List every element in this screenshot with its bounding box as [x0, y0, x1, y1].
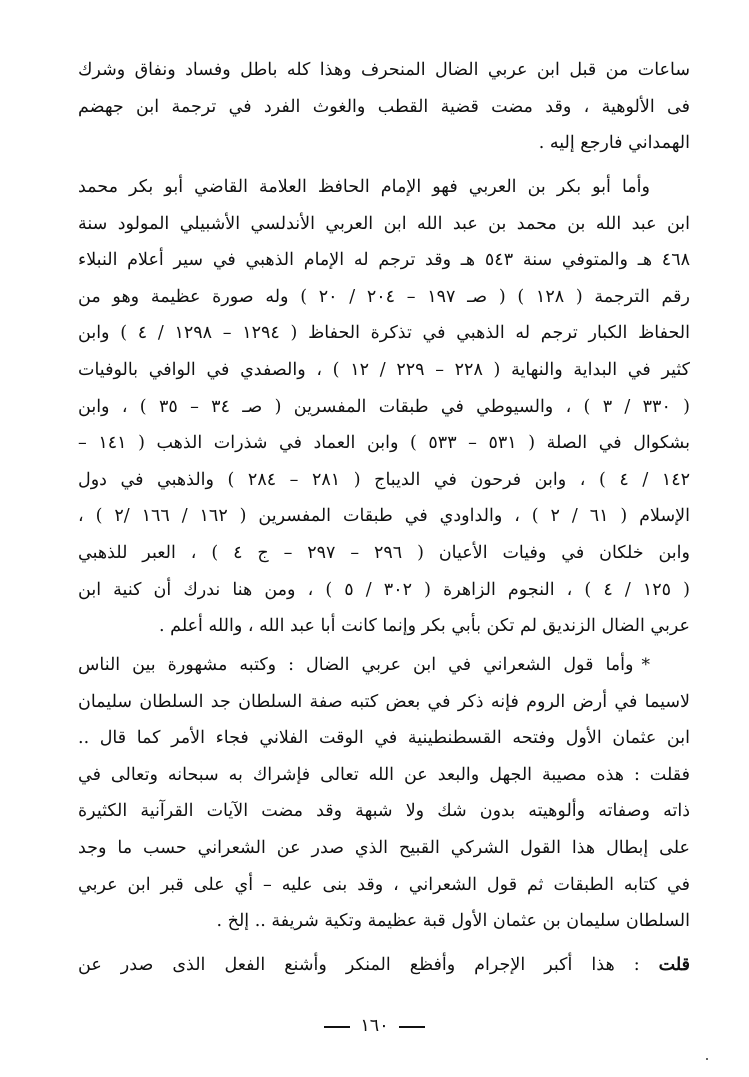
text-line: رقم الترجمة ( ١٢٨ ) ( صـ ١٩٧ – ٢٠٤ / ٢٠ ) وله صورة عظيمة وهو من [78, 286, 690, 307]
paragraph-4 [78, 947, 690, 984]
paragraph-3 [78, 647, 690, 940]
text-line: على إبطال هذا القول الشركي القبيح الذي صدر عن الشعراني حسب ما وجد [78, 837, 690, 858]
text-line: وأما أبو بكر بن العربي فهو الإمام الحافظ العلامة القاضي أبو بكر محمد [78, 177, 650, 197]
text-line: كثير في البداية والنهاية ( ٢٢٨ – ٢٢٩ / ١٢ ) ، والصفدي في الوافي بالوفيات [78, 359, 690, 380]
text-line: ( ١٢٥ / ٤ ) ، النجوم الزاهرة ( ٣٠٢ / ٥ ) ، ومن هنا ندرك أن كنية ابن [78, 579, 690, 600]
paragraph-1 [78, 52, 690, 162]
text-line: السلطان سليمان بن عثمان الأول قبة عظيمة وتكية شريفة .. إلخ . [216, 911, 690, 932]
paragraph-2 [78, 169, 690, 645]
page-number-value: ١٦٠ [360, 1016, 389, 1036]
text-line [78, 647, 690, 684]
text-line: ١٤٢ / ٤ ) ، وابن فرحون في الديباج ( ٢٨١ – ٢٨٤ ) والذهبي في دول [78, 469, 690, 490]
text-line: بشكوال في الصلة ( ٥٣١ – ٥٣٣ ) وابن العماد في شذرات الذهب ( ١٤١ – [78, 433, 690, 454]
text-line: وابن خلكان في وفيات الأعيان ( ٢٩٦ – ٢٩٧ – ج ٤ ) ، العبر للذهبي [78, 542, 690, 563]
text-line-content: وأما قول الشعراني في ابن عربي الضال : وكتبه مشهورة بين الناس [78, 655, 634, 675]
text-line-content: : هذا أكبر الإجرام وأفظع المنكر وأشنع الفعل الذى صدر عن [78, 955, 659, 975]
scan-speck [706, 1058, 708, 1060]
text-line: ابن عثمان الأول وفتحه القسطنطينية في الوقت الفلاني فجاء الأمر كما قال .. [78, 728, 690, 749]
dash-decoration [324, 1026, 350, 1028]
text-line: فقلت : هذه مصيبة الجهل والبعد عن الله تعالى فإشراك به سبحانه وتعالى في [78, 764, 690, 785]
text-line: ذاته وصفاته وألوهيته بدون شك ولا شبهة وقد مضت الآيات القرآنية الكثيرة [78, 801, 690, 822]
text-line: الهمداني فارجع إليه . [538, 133, 690, 154]
text-line: الإسلام ( ٦١ / ٢ ) ، والداودي في طبقات المفسرين ( ١٦٢ / ١٦٦ /٢ ) ، [78, 506, 690, 527]
dash-decoration [399, 1026, 425, 1028]
text-line [78, 947, 690, 984]
text-line: فى الألوهية ، وقد مضت قضية القطب والغوث الفرد في ترجمة ابن جهضم [78, 96, 690, 117]
bold-lead-word: قلت [658, 955, 690, 975]
text-line: ابن عبد الله بن محمد بن عبد الله ابن العربي الأندلسي الأشبيلي المولود سنة [78, 213, 690, 234]
asterisk-marker: * [641, 655, 650, 675]
text-line: ساعات من قبل ابن عربي الضال المنحرف وهذا كله باطل وفساد ونفاق وشرك [78, 60, 690, 80]
text-line: ( ٣٣٠ / ٣ ) ، والسيوطي في طبقات المفسرين ( صـ ٣٤ – ٣٥ ) ، وابن [78, 396, 690, 417]
text-line: في كتابه الطبقات ثم قول الشعراني ، وقد بنى عليه – أي على قبر ابن عربي [78, 874, 690, 895]
text-line: الحفاظ الكبار ترجم له الذهبي في تذكرة الحفاظ ( ١٢٩٤ – ١٢٩٨ / ٤ ) وابن [78, 323, 690, 344]
text-line: ٤٦٨ هـ والمتوفي سنة ٥٤٣ هـ وقد ترجم له الإمام الذهبي في سير أعلام النبلاء [78, 250, 690, 271]
text-line: عربي الضال الزنديق لم تكن بأبي بكر وإنما كانت أبا عبد الله ، والله أعلم . [159, 616, 690, 637]
text-line: لاسيما في أرض الروم فإنه ذكر في بعض كتبه صفة السلطان جد السلطان سليمان [78, 691, 690, 712]
page-number [0, 1016, 749, 1036]
